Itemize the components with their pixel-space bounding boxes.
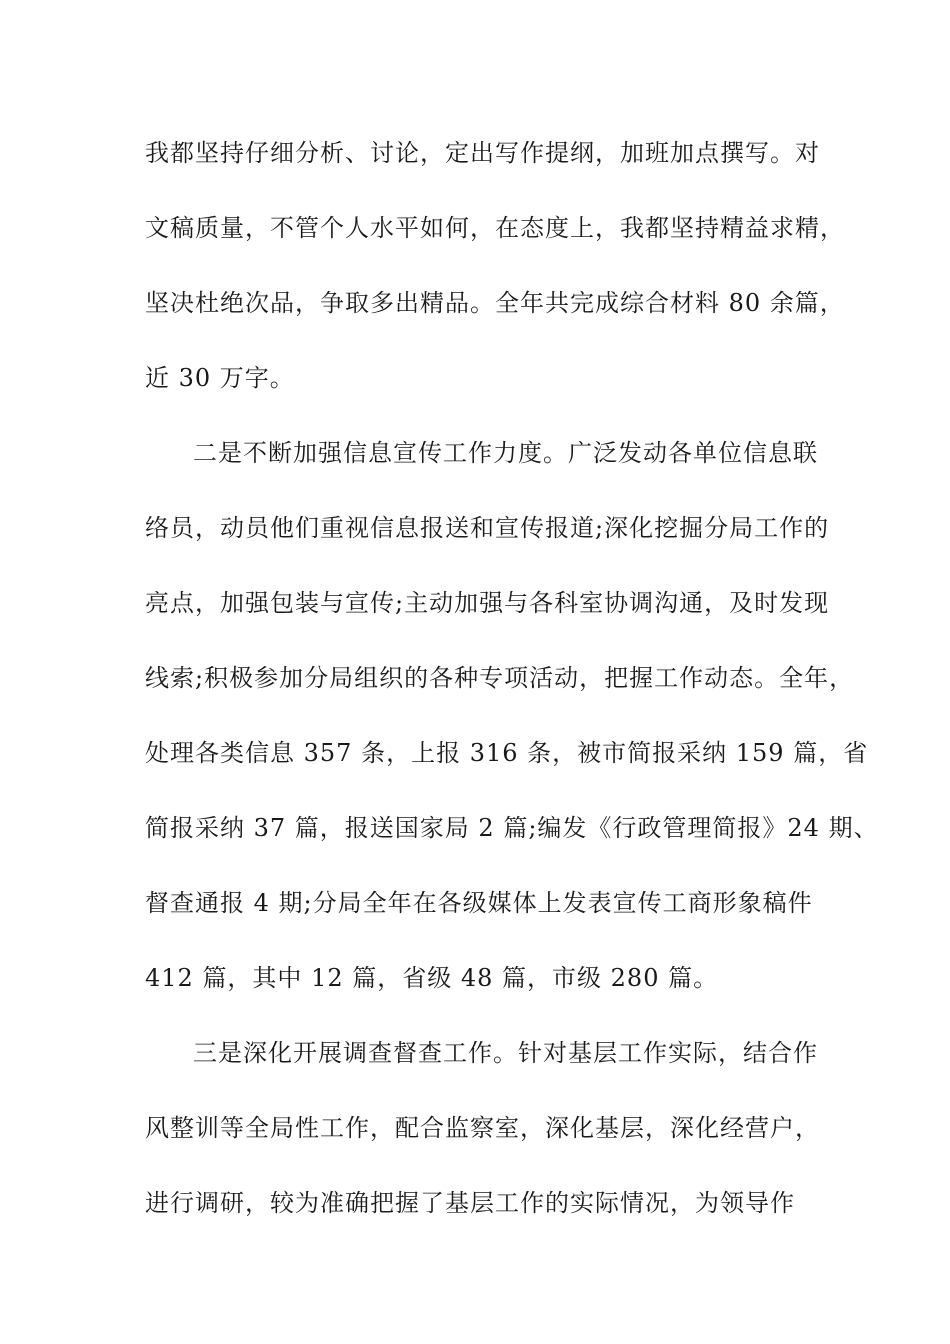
paragraph-3-line-3: 进行调研，较为准确把握了基层工作的实际情况，为领导作 [145,1189,795,1217]
paragraph-2-line-7: 督查通报 4 期;分局全年在各级媒体上发表宣传工商形象稿件 [145,889,813,917]
paragraph-2-line-5: 处理各类信息 357 条，上报 316 条，被市简报采纳 159 篇，省 [145,739,869,767]
paragraph-2-line-6: 简报采纳 37 篇，报送国家局 2 篇;编发《行政管理简报》24 期、 [145,814,879,842]
paragraph-1-line-3: 坚决杜绝次品，争取多出精品。全年共完成综合材料 80 余篇， [145,289,845,317]
paragraph-2-line-2: 络员，动员他们重视信息报送和宣传报道;深化挖掘分局工作的 [145,514,830,542]
paragraph-3-line-1: 三是深化开展调查督查工作。针对基层工作实际，结合作 [193,1039,818,1067]
paragraph-3-line-2: 风整训等全局性工作，配合监察室，深化基层，深化经营户， [145,1114,820,1142]
paragraph-1-line-2: 文稿质量，不管个人水平如何，在态度上，我都坚持精益求精， [145,214,845,242]
paragraph-2-line-4: 线索;积极参加分局组织的各种专项活动，把握工作动态。全年， [145,664,855,692]
paragraph-2-line-3: 亮点，加强包装与宣传;主动加强与各科室协调沟通，及时发现 [145,589,830,617]
paragraph-1-line-1: 我都坚持仔细分析、讨论，定出写作提纲，加班加点撰写。对 [145,139,820,167]
paragraph-1-line-4: 近 30 万字。 [145,364,295,392]
paragraph-2-line-8: 412 篇，其中 12 篇，省级 48 篇，市级 280 篇。 [145,964,719,992]
paragraph-2-line-1: 二是不断加强信息宣传工作力度。广泛发动各单位信息联 [193,439,818,467]
